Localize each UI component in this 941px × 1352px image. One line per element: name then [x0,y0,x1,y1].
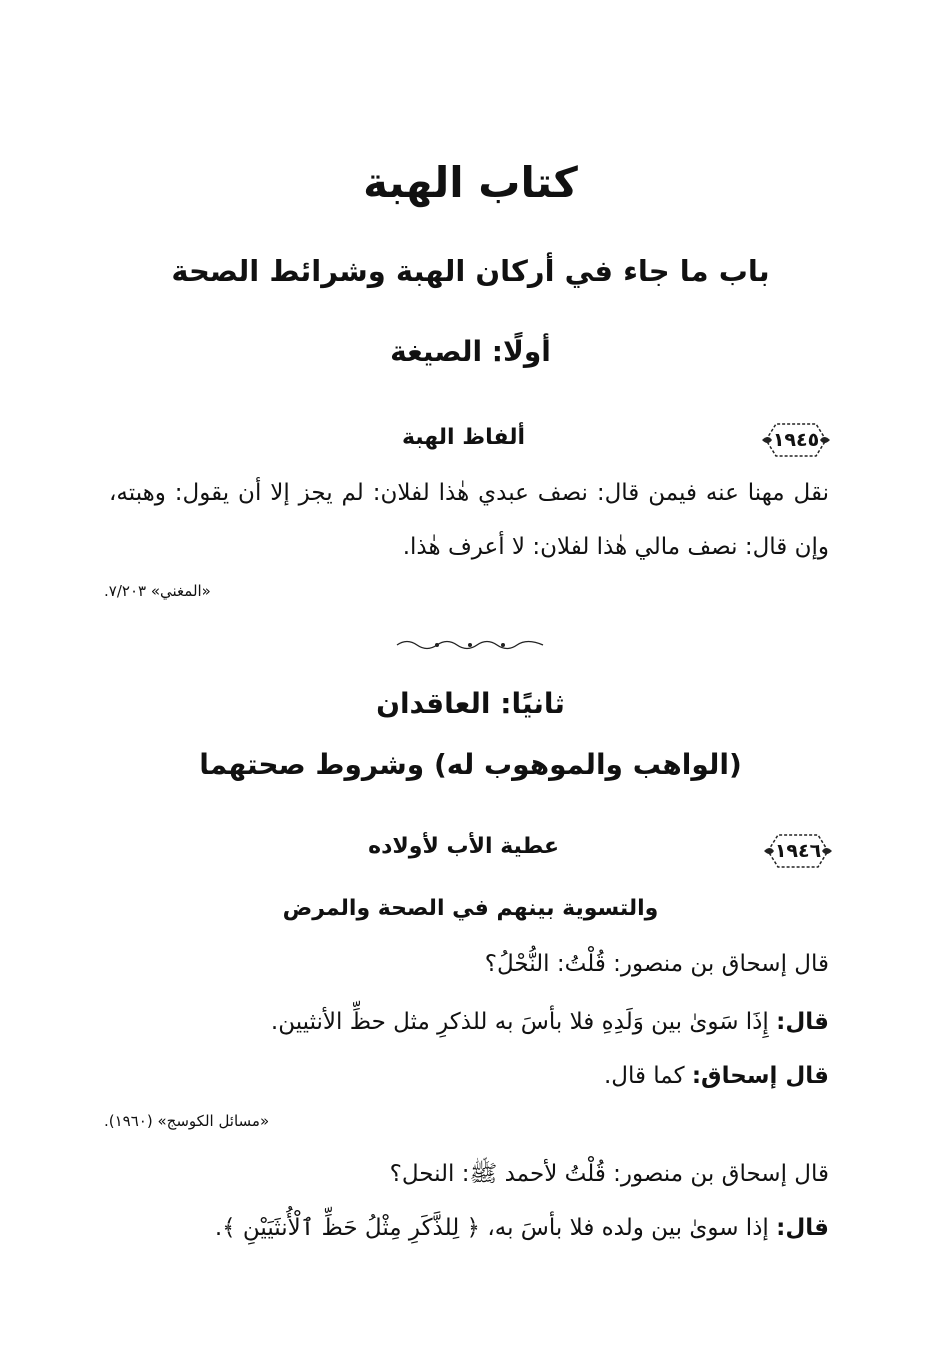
speaker-label: قال: [776,1215,829,1241]
section-heading-2: ثانيًا: العاقدان [376,687,565,720]
paragraph: نقل مهنا عنه فيمن قال: نصف عبدي هٰذا لفلان: لم يجز إلا أن يقول: وهبته، وإن قال: نصف مالي هٰذا لفلان: لا أعرف هٰذا. [109,480,829,560]
text-line [215,1215,829,1241]
speaker-label: قال إسحاق: [691,1063,829,1089]
chapter-title: باب ما جاء في أركان الهبة وشرائط الصحة [171,254,770,288]
issue-number: ١٩٤٥ [772,429,820,451]
issue-title: ألفاظ الهبة [401,425,525,450]
text-line [485,951,829,977]
text-line [604,1063,829,1089]
source-citation: «مسائل الكوسج» (١٩٦٠). [104,1112,270,1130]
line-text: قال إسحاق بن منصور: قُلْتُ لأحمد ﷺ: النحل؟ [389,1161,829,1187]
book-title: كتاب الهبة [363,158,578,207]
ornament-divider-icon [395,636,545,654]
source-citation: «المغني» ٧/٢٠٣. [104,582,211,600]
line-text: إِذَا سَوىٰ بين وَلَدِهِ فلا بأسَ به للذكرِ مثل حظِّ الأنثيين. [270,1009,777,1035]
speaker-label: قال: [776,1009,829,1035]
section-subheading-2: (الواهب والموهوب له) وشروط صحتهما [199,748,742,781]
text-line [271,1009,829,1035]
issue-number-badge-1 [760,416,832,464]
line-text: إذا سوىٰ بين ولده فلا بأسَ به، ﴿ لِلذَّكَرِ مِثْلُ حَظِّ ٱلْأُنثَيَيْنِ ﴾. [214,1215,777,1241]
line-text: كما قال. [603,1063,692,1089]
line-text: قال إسحاق بن منصور: قُلْتُ: النُّحْلُ؟ [484,951,829,977]
issue-number: ١٩٤٦ [774,840,822,862]
issue-subtitle: والتسوية بينهم في الصحة والمرض [282,896,659,921]
issue-number-badge-2 [762,827,834,875]
text-line [390,1159,829,1193]
issue-title: عطية الأب لأولاده [368,834,559,859]
section-heading-1: أولًا: الصيغة [390,335,551,368]
